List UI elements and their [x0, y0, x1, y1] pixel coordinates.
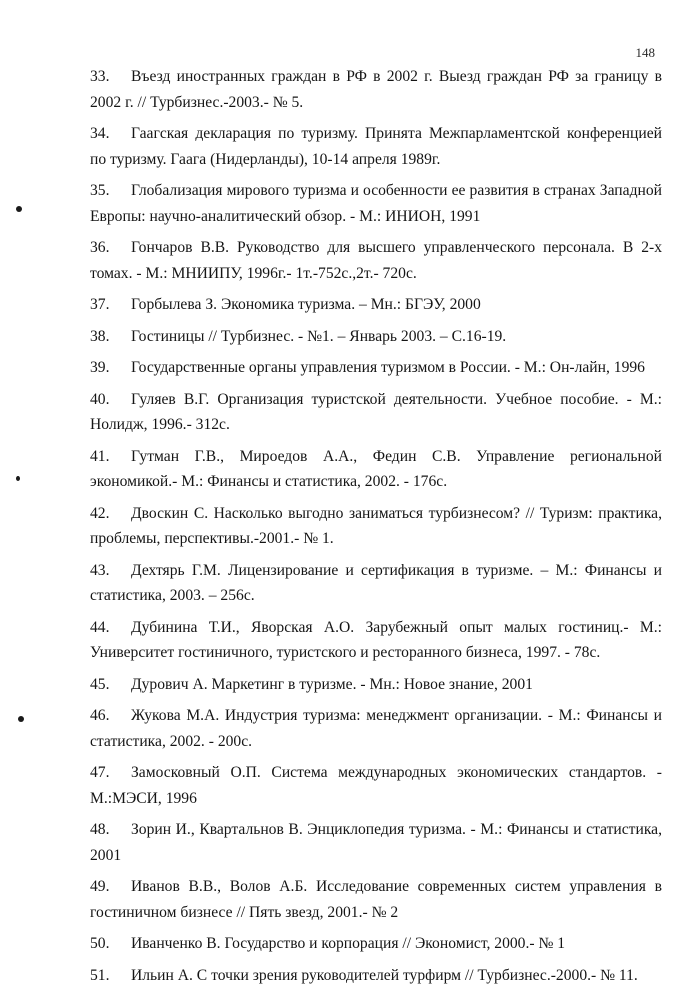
page-number: 148	[635, 45, 655, 60]
reference-item	[90, 64, 662, 115]
reference-number: 48.	[90, 821, 110, 838]
reference-text: Въезд иностранных граждан в РФ в 2002 г. Выезд граждан РФ за границу в 2002 г. // Турбизнес.-2003.- № 5.	[90, 68, 662, 111]
reference-item	[90, 387, 662, 438]
reference-item	[90, 121, 662, 172]
reference-number: 44.	[90, 618, 110, 636]
reference-text: Государственные органы управления туризмом в России. - М.: Он-лайн, 1996	[131, 359, 645, 376]
reference-number: 36.	[90, 239, 110, 256]
reference-item	[90, 874, 662, 925]
reference-item	[90, 931, 662, 957]
reference-item	[90, 760, 662, 811]
reference-item	[90, 292, 662, 318]
reference-item	[90, 558, 662, 609]
reference-item	[90, 615, 662, 666]
reference-number: 40.	[90, 390, 110, 408]
reference-number: 35.	[90, 182, 110, 199]
reference-text: Глобализация мирового туризма и особенности ее развития в странах Западной Европы: научно-аналитический обзор. - М.: ИНИОН, 1991	[90, 182, 662, 225]
reference-number: 34.	[90, 125, 110, 142]
reference-text: Гаагская декларация по туризму. Принята Межпарламентской конференцией по туризму. Гаага (Нидерланды), 10-14 апреля 1989г.	[90, 125, 662, 168]
reference-item	[90, 324, 662, 350]
reference-text: Горбылева З. Экономика туризма. – Мн.: БГЭУ, 2000	[131, 296, 481, 313]
reference-number: 51.	[90, 966, 110, 984]
reference-item	[90, 178, 662, 229]
reference-item	[90, 963, 662, 989]
reference-text: Дехтярь Г.М. Лицензирование и сертификация в туризме. – М.: Финансы и статистика, 2003. – 256с.	[90, 561, 662, 604]
reference-text: Зорин И., Квартальнов В. Энциклопедия туризма. - М.: Финансы и статистика, 2001	[90, 821, 662, 864]
reference-text: Дурович А. Маркетинг в туризме. - Мн.: Новое знание, 2001	[131, 675, 533, 693]
scan-speck-mark	[16, 476, 20, 481]
reference-number: 39.	[90, 359, 110, 376]
reference-item	[90, 703, 662, 754]
reference-number: 43.	[90, 561, 110, 579]
reference-number: 47.	[90, 764, 110, 781]
reference-item	[90, 235, 662, 286]
reference-text: Иванченко В. Государство и корпорация // Экономист, 2000.- № 1	[131, 935, 566, 952]
reference-number: 50.	[90, 935, 110, 952]
reference-number: 41.	[90, 447, 110, 465]
reference-text: Замосковный О.П. Система международных экономических стандартов. - М.:МЭСИ, 1996	[90, 764, 662, 807]
reference-item	[90, 672, 662, 698]
scan-speck-mark	[16, 206, 22, 212]
reference-text: Двоскин С. Насколько выгодно заниматься турбизнесом? // Туризм: практика, проблемы, перспективы.-2001.- № 1.	[90, 504, 662, 547]
reference-number: 37.	[90, 296, 110, 313]
reference-text: Гостиницы // Турбизнес. - №1. – Январь 2003. – С.16-19.	[131, 327, 507, 345]
reference-item	[90, 444, 662, 495]
reference-text: Дубинина Т.И., Яворская А.О. Зарубежный опыт малых гостиниц.- М.: Университет гостиничного, туристского и ресторанного бизнеса, 1997. - 78с.	[90, 618, 662, 661]
reference-item	[90, 817, 662, 868]
reference-text: Гутман Г.В., Мироедов А.А., Федин С.В. Управление региональной экономикой.- М.: Финансы и статистика, 2002. - 176с.	[90, 447, 662, 490]
reference-text: Гуляев В.Г. Организация туристской деятельности. Учебное пособие. - М.: Нолидж, 1996.- 312с.	[90, 390, 662, 433]
reference-number: 49.	[90, 878, 110, 895]
reference-text: Гончаров В.В. Руководство для высшего управленческого персонала. В 2-х томах. - М.: МНИИПУ, 1996г.- 1т.-752с.,2т.- 720с.	[90, 239, 662, 282]
reference-number: 38.	[90, 327, 110, 345]
reference-number: 42.	[90, 504, 110, 522]
reference-number: 33.	[90, 68, 110, 85]
reference-item	[90, 501, 662, 552]
reference-text: Иванов В.В., Волов А.Б. Исследование современных систем управления в гостиничном бизнесе // Пять звезд, 2001.- № 2	[90, 878, 662, 921]
scan-speck-mark	[18, 716, 24, 722]
reference-number: 45.	[90, 675, 110, 693]
reference-list	[90, 64, 662, 994]
reference-number: 46.	[90, 707, 110, 724]
reference-text: Ильин А. С точки зрения руководителей турфирм // Турбизнес.-2000.- № 11.	[131, 966, 638, 984]
reference-text: Жукова М.А. Индустрия туризма: менеджмент организации. - М.: Финансы и статистика, 2002. - 200с.	[90, 707, 662, 750]
reference-item	[90, 355, 662, 381]
